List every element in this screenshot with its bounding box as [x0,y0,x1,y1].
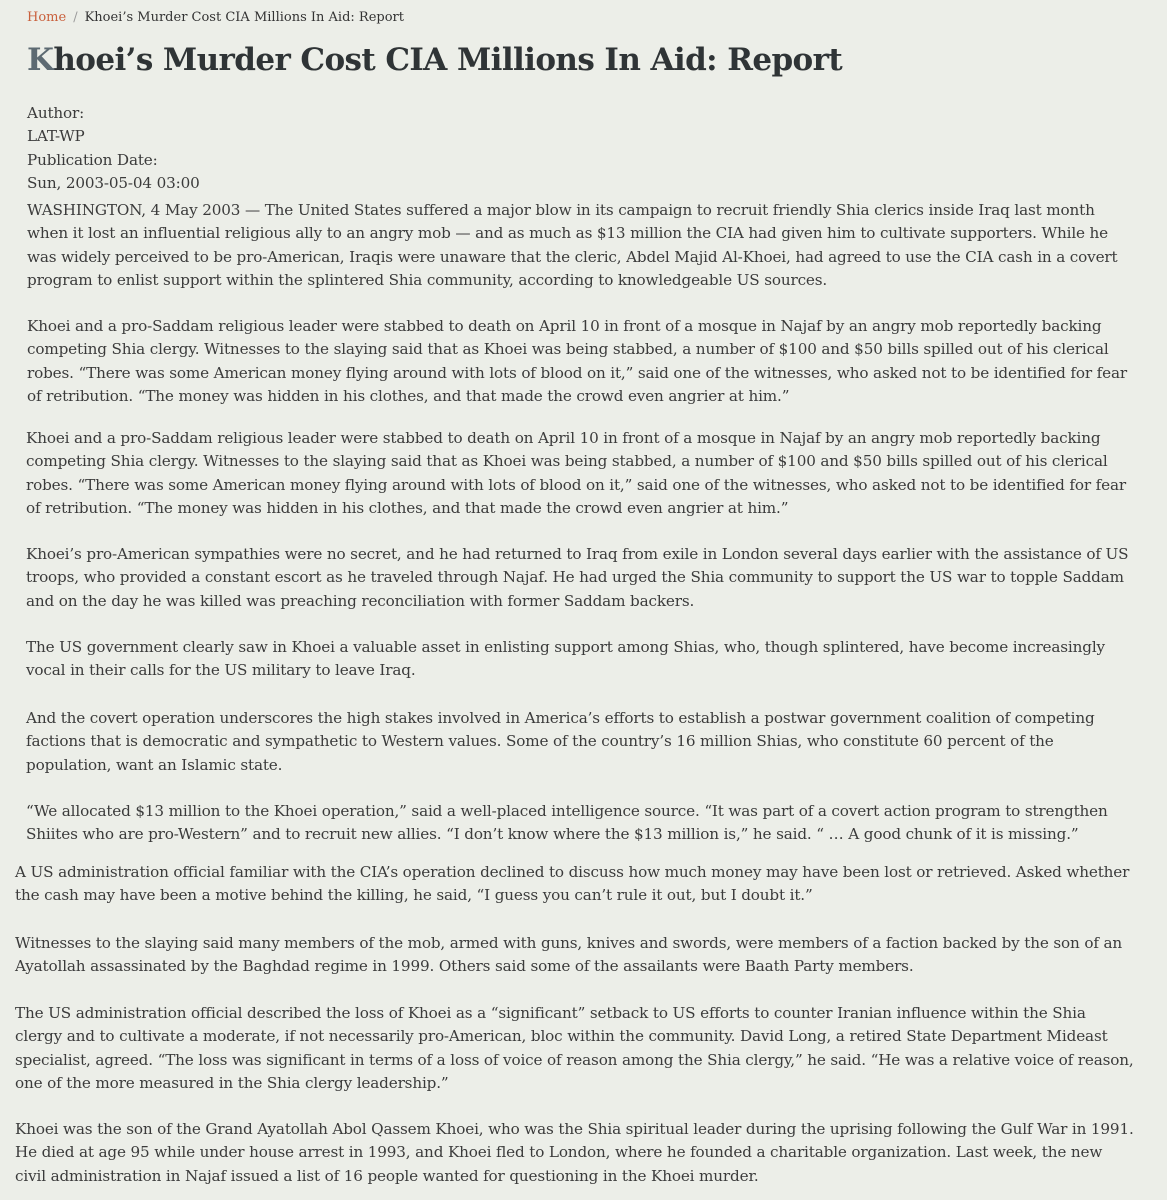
article-paragraph-2: Khoei and a pro-Saddam religious leader were stabbed to death on April 10 in front of a mosque in Najaf by an angry mob reportedly backing competing Shia clergy. Witnesses to the slaying said that as Khoei was being stabbed, a number of $100 and $50 bills spilled out of his clerical robes. “There was some American money flying around with lots of blood on it,” said one of the witnesses, who asked not to be identified for fear of retribution. “The money was hidden in his clothes, and that made the crowd even angrier at him.” [27,317,1127,405]
author-label: Author: [27,104,85,122]
article-paragraph-3: Khoei and a pro-Saddam religious leader were stabbed to death on April 10 in front of a mosque in Najaf by an angry mob reportedly backing competing Shia clergy. Witnesses to the slaying said that as Khoei was being stabbed, a number of $100 and $50 bills spilled out of his clerical robes. “There was some American money flying around with lots of blood on it,” said one of the witnesses, who asked not to be identified for fear of retribution. “The money was hidden in his clothes, and that made the crowd even angrier at him.” [26,429,1126,517]
article-paragraph-8: A US administration official familiar with the CIA’s operation declined to discuss how much money may have been lost or retrieved. Asked whether the cash may have been a motive behind the killing, he said, “I guess you can’t rule it out, but I doubt it.” [15,863,1130,905]
publication-date-label: Publication Date: [27,150,158,169]
publication-date-value: Sun, 2003-05-04 03:00 [27,173,200,192]
page-title-text: hoei’s Murder Cost CIA Millions In Aid: Report [53,42,843,78]
article-paragraph-6: And the covert operation underscores the high stakes involved in America’s efforts to establish a postwar government coalition of competing factions that is democratic and sympathetic to Western values. Some of the country’s 16 million Shias, who constitute 60 percent of the population, want an Islamic state. [26,709,1095,774]
page-title-first-letter: K [27,42,54,78]
author-value: LAT-WP [27,127,85,146]
breadcrumb-home-link[interactable]: Home [27,10,67,25]
article-paragraph-4: Khoei’s pro-American sympathies were no secret, and he had returned to Iraq from exile in London several days earlier with the assistance of US troops, who provided a constant escort as he traveled through Najaf. He had urged the Shia community to support the US war to topple Saddam and on the day he was killed was preaching reconciliation with former Saddam backers. [26,545,1129,610]
breadcrumb-current: Khoei’s Murder Cost CIA Millions In Aid: Report [84,10,404,25]
page-title [27,38,842,82]
article-paragraph-11: Khoei was the son of the Grand Ayatollah Abol Qassem Khoei, who was the Shia spiritual leader during the uprising following the Gulf War in 1991. He died at age 95 while under house arrest in 1993, and Khoei fled to London, where he founded a charitable organization. Last week, the new civil administration in Najaf issued a list of 16 people wanted for questioning in the Khoei murder. [15,1120,1134,1185]
article-paragraph-1: WASHINGTON, 4 May 2003 — The United States suffered a major blow in its campaign to recruit friendly Shia clerics inside Iraq last month when it lost an influential religious ally to an angry mob — and as much as $13 million the CIA had given him to cultivate supporters. While he was widely perceived to be pro-American, Iraqis were unaware that the cleric, Abdel Majid Al-Khoei, had agreed to use the CIA cash in a covert program to enlist support within the splintered Shia community, according to knowledgeable US sources. [27,201,1118,289]
breadcrumb-separator: / [73,10,78,25]
article-meta [27,102,1137,195]
article-paragraph-10: The US administration official described the loss of Khoei as a “significant” setback to US efforts to counter Iranian influence within the Shia clergy and to cultivate a moderate, if not necessarily pro-American, bloc within the community. David Long, a retired State Department Mideast specialist, agreed. “The loss was significant in terms of a loss of voice of reason among the Shia clergy,” he said. “He was a relative voice of reason, one of the more measured in the Shia clergy leadership.” [15,1004,1134,1092]
article-paragraph-7: “We allocated $13 million to the Khoei operation,” said a well-placed intelligence source. “It was part of a covert action program to strengthen Shiites who are pro-Western” and to recruit new allies. “I don’t know where the $13 million is,” he said. “ … A good chunk of it is missing.” [26,802,1108,844]
article-paragraph-9: Witnesses to the slaying said many members of the mob, armed with guns, knives and swords, were members of a faction backed by the son of an Ayatollah assassinated by the Baghdad regime in 1999. Others said some of the assailants were Baath Party members. [15,934,1123,976]
article-paragraph-5: The US government clearly saw in Khoei a valuable asset in enlisting support among Shias, who, though splintered, have become increasingly vocal in their calls for the US military to leave Iraq. [26,638,1105,680]
breadcrumb [27,9,404,27]
